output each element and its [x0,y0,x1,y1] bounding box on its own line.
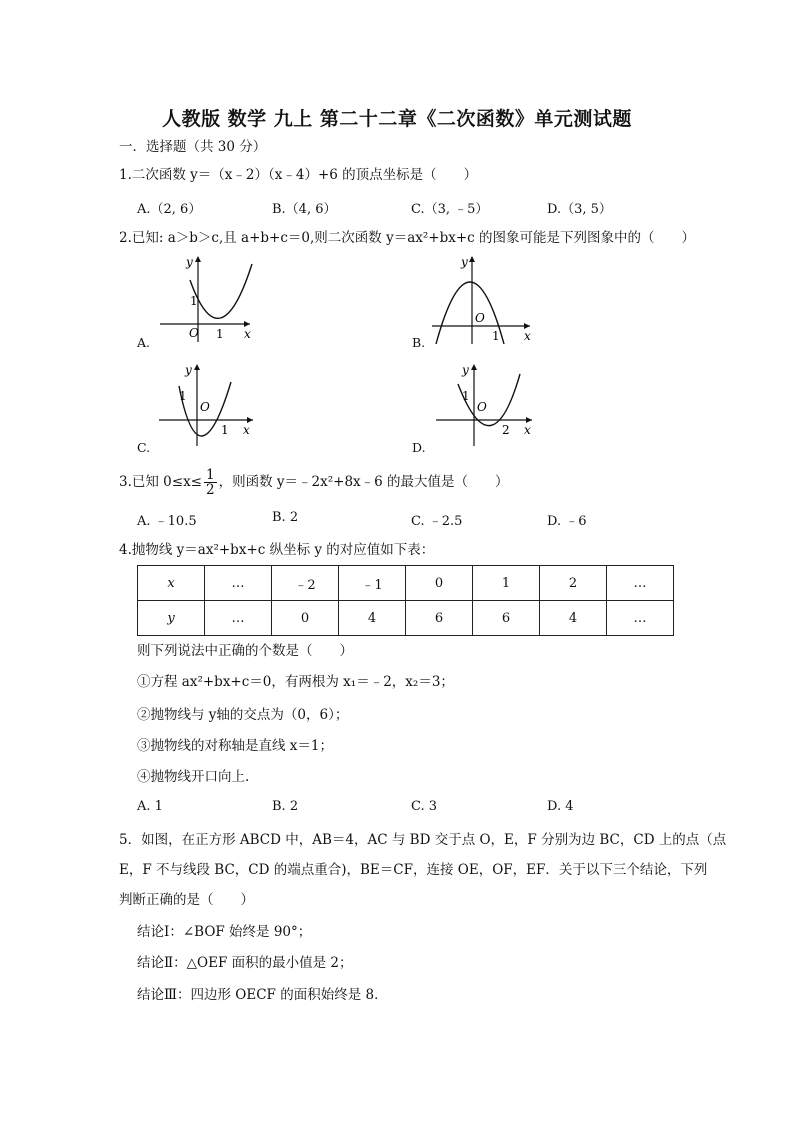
table-cell: ﹣1 [339,566,406,601]
table-cell: 6 [406,601,473,636]
origin-label: O [477,400,487,414]
table-cell: 2 [540,566,607,601]
q2-graph-d[interactable] [432,360,542,448]
x-tick-1: 1 [216,327,224,341]
q3-fraction-den: 2 [206,482,215,498]
q4-statement-4: ④抛物线开口向上. [137,769,250,785]
q4-option-d[interactable]: D. 4 [547,799,574,814]
q3-stem-after: ，则函数 y＝﹣2x²+8x﹣6 的最大值是（ ） [218,474,509,490]
q1-option-d[interactable]: D.（3, 5） [547,202,612,217]
q4-statement-2: ②抛物线与 y轴的交点为（0，6）； [137,707,349,723]
y-label: y [186,255,193,269]
q3-option-d[interactable]: D. ﹣6 [547,514,587,529]
origin-label: O [475,311,485,325]
y-label: y [185,363,192,377]
q4-prompt: 则下列说法中正确的个数是（ ） [137,643,353,659]
table-cell: x [138,566,205,601]
origin-label: O [200,400,210,414]
x-label: x [244,327,251,341]
origin-label: O [189,326,199,340]
q1-stem: 1.二次函数 y＝（x﹣2）（x﹣4）+6 的顶点坐标是（ ） [119,167,478,183]
q4-option-a[interactable]: A. 1 [137,799,163,814]
q1-option-c[interactable]: C.（3, ﹣5） [411,202,489,217]
y-tick-1: 1 [190,294,198,308]
table-cell: 0 [406,566,473,601]
q3-stem [119,468,509,497]
q4-statement-3: ③抛物线的对称轴是直线 x＝1； [137,738,333,754]
q3-option-b[interactable]: B. 2 [272,510,299,525]
table-cell: 4 [540,601,607,636]
table-cell: 1 [473,566,540,601]
table-cell: … [607,566,674,601]
y-label: y [461,255,468,269]
page-title: 人教版 数学 九上 第二十二章《二次函数》单元测试题 [162,108,632,130]
y-axis-arrow [471,364,477,370]
parabola [190,264,252,318]
q3-stem-before: 3.已知 0≤x≤ [119,474,202,490]
table-row-x [138,566,674,601]
q5-line-3: 判断正确的是（ ） [119,892,254,908]
q3-fraction-num: 1 [206,467,215,483]
q2-graph-d-label: D. [412,440,426,455]
table-row-y [138,601,674,636]
table-cell: ﹣2 [272,566,339,601]
x-label: x [243,423,250,437]
y-tick-1: 1 [179,389,187,403]
q3-option-a[interactable]: A. ﹣10.5 [137,514,197,529]
y-label: y [462,363,469,377]
q3-fraction [204,468,217,497]
table-cell: … [205,601,272,636]
q1-option-a[interactable]: A.（2, 6） [137,202,202,217]
y-axis-arrow [195,256,201,262]
table-cell: … [205,566,272,601]
q4-option-c[interactable]: C. 3 [411,799,438,814]
table-cell: y [138,601,205,636]
x-tick-2: 2 [502,423,510,437]
q5-line-1: 5．如图，在正方形 ABCD 中，AB＝4，AC 与 BD 交于点 O，E，F 分别为边 BC，CD 上的点（点 [119,832,727,848]
q4-value-table [137,565,674,636]
table-cell: 0 [272,601,339,636]
q2-graph-b-label: B. [412,335,426,350]
q2-graph-a[interactable] [150,252,260,344]
x-tick-1: 1 [221,423,229,437]
q2-graph-c-label: C. [137,440,151,455]
q5-line-2: E，F 不与线段 BC，CD 的端点重合)，BE＝CF，连接 OE，OF，EF．关于以下三个结论，下列 [119,862,708,878]
q2-graph-a-label: A. [137,335,151,350]
y-axis-arrow [194,364,200,370]
y-axis-arrow [469,256,475,262]
q2-graph-c[interactable] [155,360,265,448]
section-heading: 一．选择题（共 30 分） [119,139,267,155]
q3-option-c[interactable]: C. ﹣2.5 [411,514,463,529]
q4-stem: 4.抛物线 y＝ax²+bx+c 纵坐标 y 的对应值如下表： [119,542,435,558]
q2-graph-b[interactable] [428,252,538,346]
q4-option-b[interactable]: B. 2 [272,799,299,814]
x-label: x [524,423,531,437]
table-cell: 4 [339,601,406,636]
q5-conclusion-3: 结论Ⅲ：四边形 OECF 的面积始终是 8． [137,987,388,1003]
x-label: x [524,329,531,343]
y-tick-1: 1 [462,389,470,403]
x-tick-1: 1 [492,329,500,343]
q5-conclusion-1: 结论Ⅰ：∠BOF 始终是 90°； [137,924,312,940]
q1-option-b[interactable]: B.（4, 6） [272,202,337,217]
q5-conclusion-2: 结论Ⅱ：△OEF 面积的最小值是 2； [137,955,353,971]
table-cell: 6 [473,601,540,636]
q2-stem: 2.已知: a＞b＞c,且 a+b+c＝0,则二次函数 y＝ax²+bx+c 的图象可能是下列图象中的（ ） [119,230,696,246]
table-cell: … [607,601,674,636]
q4-statement-1: ①方程 ax²+bx+c＝0，有两根为 x₁＝﹣2，x₂＝3； [137,674,454,690]
